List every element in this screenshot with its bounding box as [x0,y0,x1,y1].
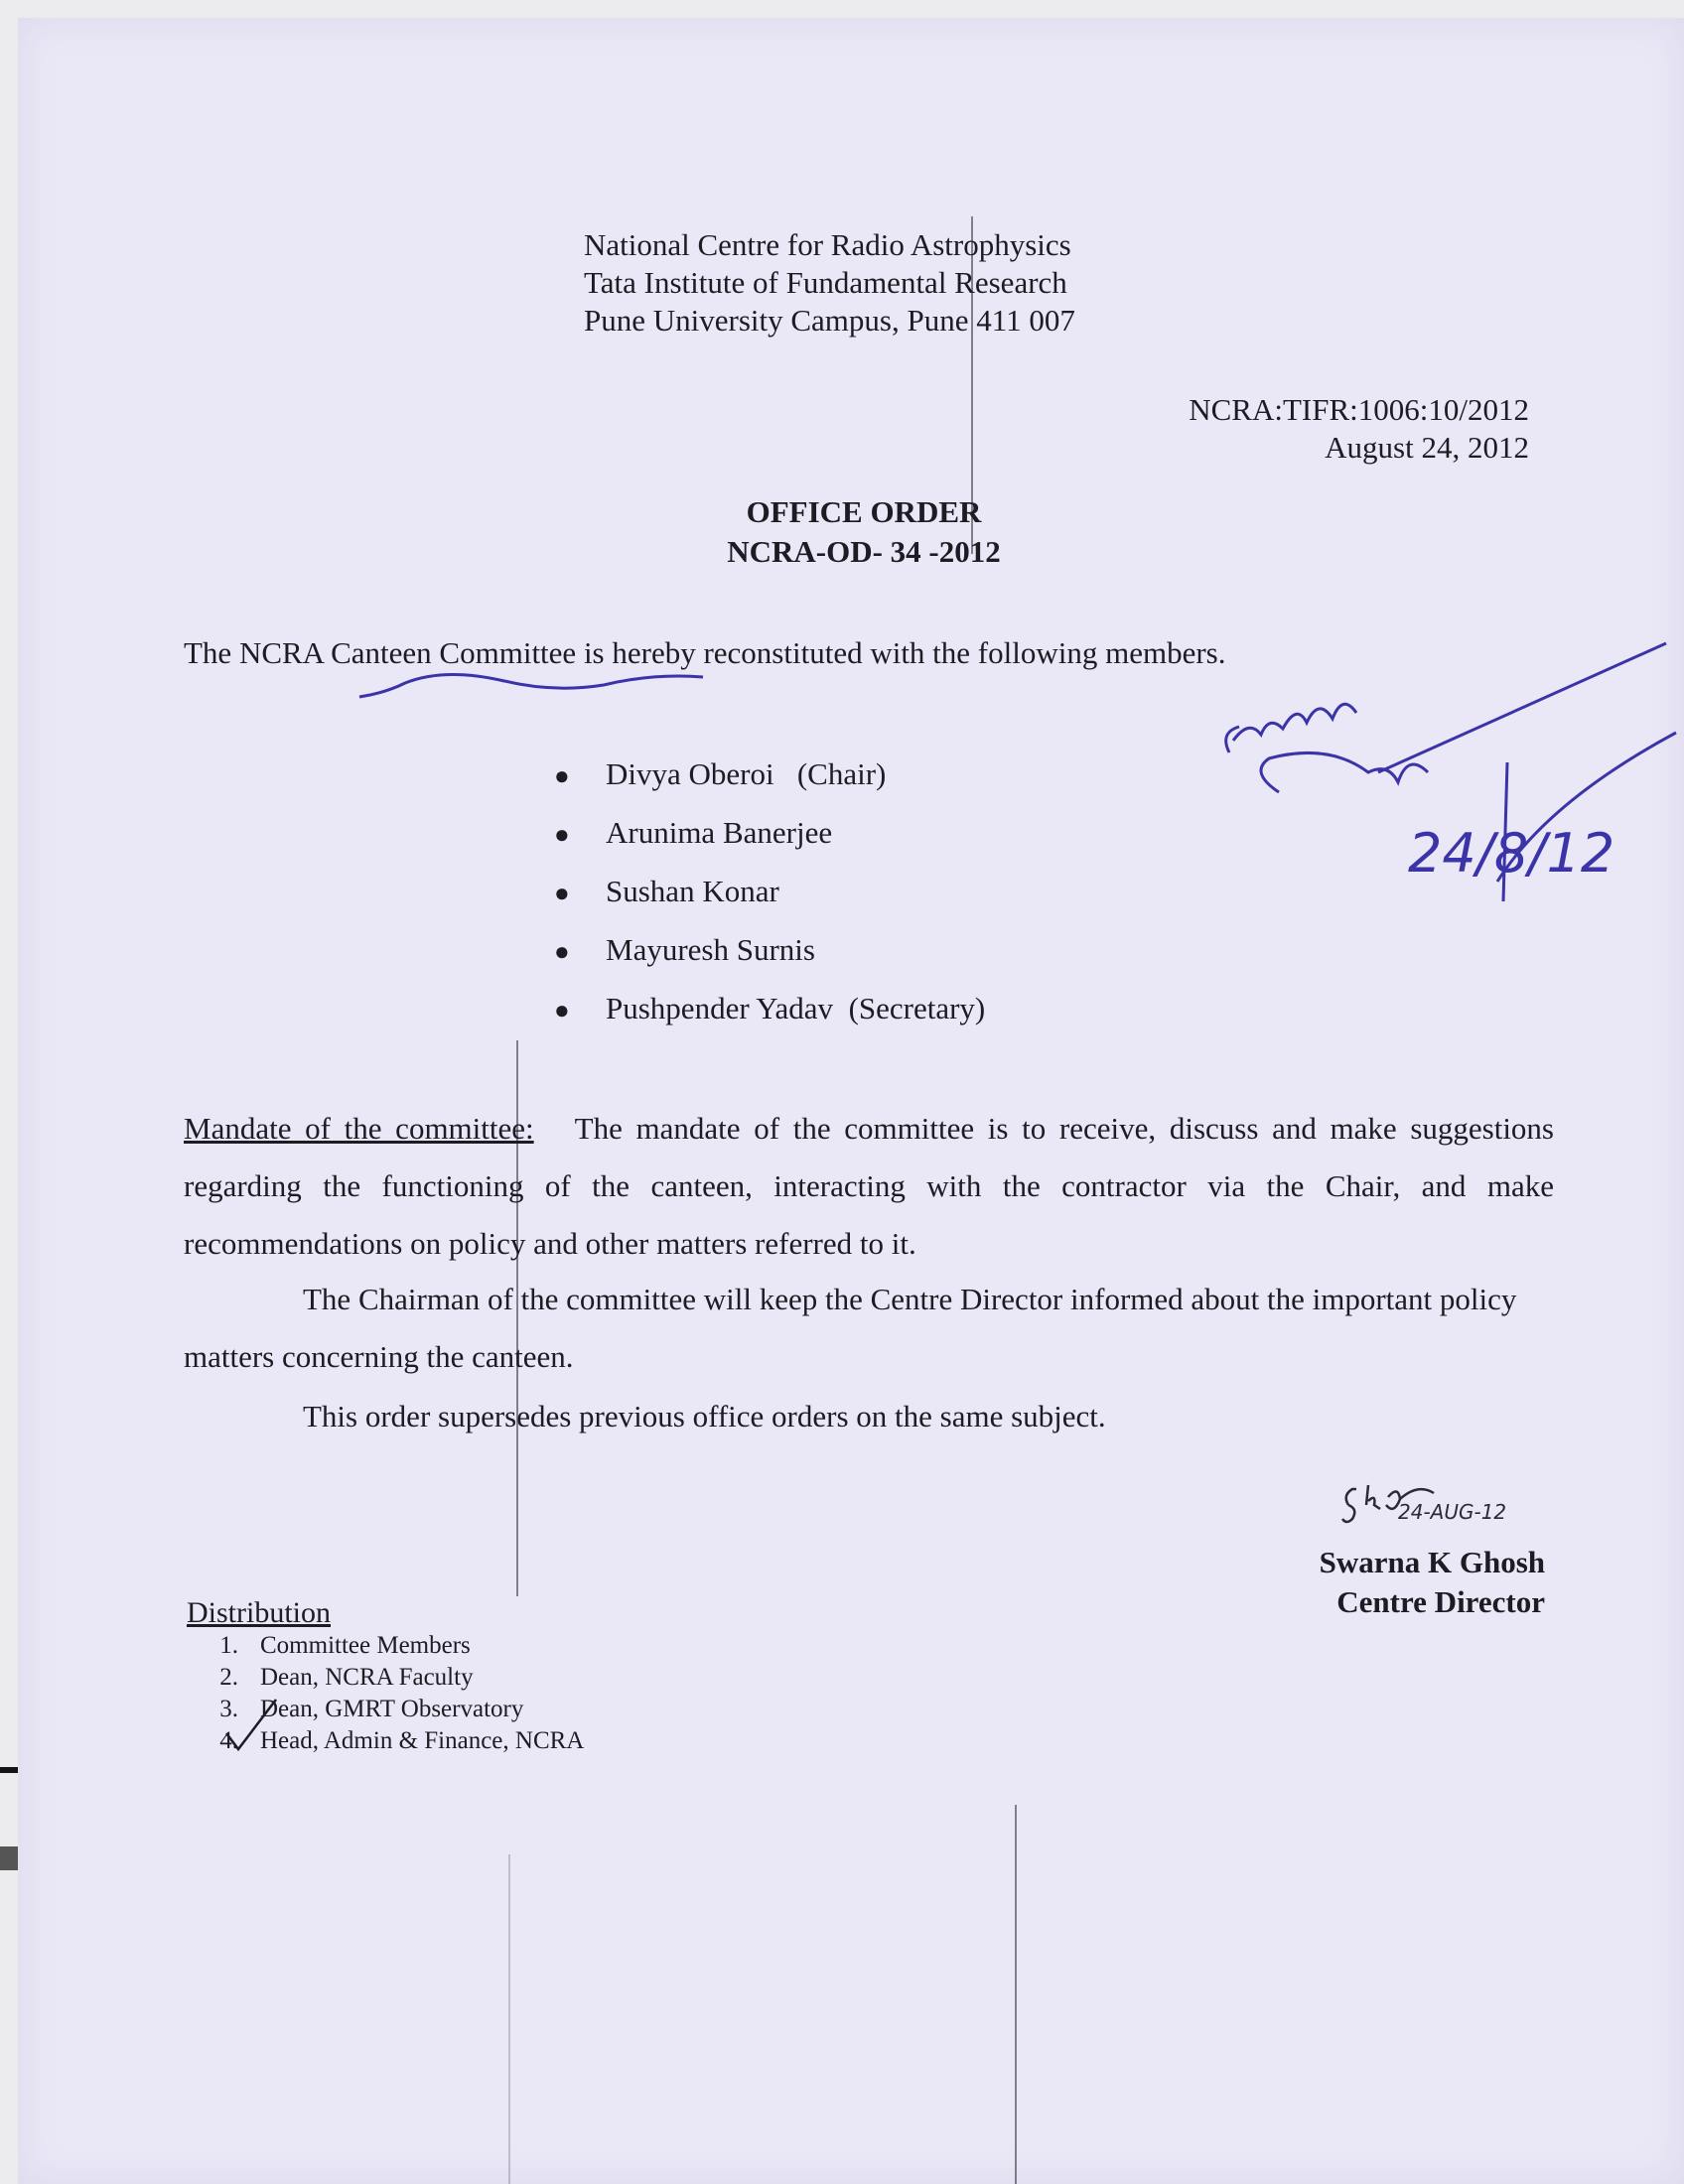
reference-block [1189,391,1529,467]
list-item [187,1664,584,1696]
letterhead-line-3: Pune University Campus, Pune 411 007 [584,303,1075,338]
scanner-edge [0,1846,18,1870]
scan-line [1015,1805,1017,2184]
supersede-paragraph: This order supersedes previous office orders on the same subject. [303,1399,1106,1433]
handwritten-date-annotation: 24/8/12 [1408,822,1615,885]
member-role: (Chair) [796,756,887,791]
item-number: 1. [219,1632,238,1659]
item-number: 4. [219,1727,238,1754]
bullet-icon: ● [554,996,570,1024]
order-title [665,492,1062,572]
director-signature [1338,1475,1567,1537]
reference-date: August 24, 2012 [1325,430,1529,465]
item-number: 3. [219,1696,238,1722]
bullet-icon: ● [554,761,570,790]
list-item [187,1632,584,1664]
list-item [554,815,985,874]
letterhead-line-1: National Centre for Radio Astrophysics [584,227,1071,262]
document-page [18,18,1684,2184]
order-number: NCRA-OD- 34 -2012 [727,534,1001,569]
handwritten-annotation [1209,623,1684,921]
list-item [554,932,985,991]
chairman-paragraph: The Chairman of the committee will keep the Centre Director informed about the important policy matters concerning the canteen. [184,1282,1517,1374]
reference-number: NCRA:TIFR:1006:10/2012 [1189,392,1529,427]
signatory-name: Swarna K Ghosh [1319,1545,1545,1579]
member-name: Mayuresh Surnis [606,932,815,967]
member-name: Arunima Banerjee [606,815,833,850]
handwritten-date: 24-AUG-12 [1398,1500,1507,1524]
members-list [554,756,985,1049]
member-name: Sushan Konar [606,874,779,908]
bullet-icon: ● [554,879,570,907]
distribution-title: Distribution [187,1596,332,1629]
member-name: Pushpender Yadav [606,991,834,1025]
signatory-designation: Centre Director [1336,1584,1545,1619]
mandate-label: Mandate of the committee: [184,1111,534,1146]
item-text: Head, Admin & Finance, NCRA [260,1727,585,1754]
order-heading: OFFICE ORDER [746,494,982,529]
list-item [554,756,985,815]
scan-line [508,1854,510,2184]
checkmark-icon [222,1696,282,1755]
ink-underline [355,663,733,713]
list-item [554,991,985,1049]
letterhead-line-2: Tata Institute of Fundamental Research [584,265,1067,300]
mandate-text: The mandate of the committee is to receive, discuss and make suggestions regarding the functioning of the canteen, interacting with the contractor via the Chair, and make recommendations on policy and other matters referred to it. [184,1111,1554,1261]
signature-block [1320,1543,1545,1622]
intro-text: The NCRA Canteen Committee is hereby reconstituted with the following members. [184,635,1226,670]
letterhead [584,226,1075,340]
bullet-icon: ● [554,820,570,849]
member-role: (Secretary) [848,991,986,1025]
mandate-paragraph [184,1100,1554,1273]
item-text: Dean, NCRA Faculty [260,1664,474,1691]
member-name: Divya Oberoi [606,756,774,791]
bullet-icon: ● [554,937,570,966]
item-number: 2. [219,1664,238,1691]
scanner-edge [0,1767,18,1773]
list-item [554,874,985,932]
item-text: Committee Members [260,1632,471,1659]
item-text: Dean, GMRT Observatory [260,1696,524,1722]
